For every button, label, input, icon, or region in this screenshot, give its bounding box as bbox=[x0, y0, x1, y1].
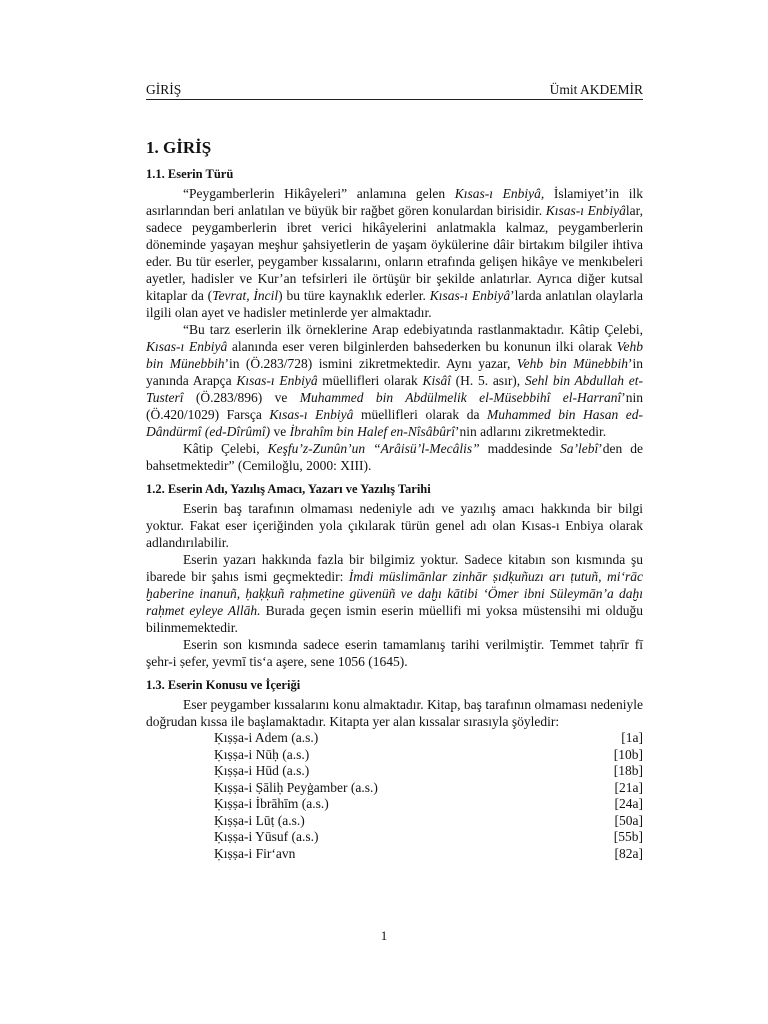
section-heading: 1.2. Eserin Adı, Yazılış Amacı, Yazarı ve Yazılış Tarihi bbox=[146, 482, 431, 496]
body-paragraph bbox=[146, 551, 643, 636]
text-run: ve bbox=[270, 424, 290, 439]
story-title: Ḳıṣṣa-i Nūḥ (a.s.) bbox=[214, 746, 310, 762]
folio-reference: [1a] bbox=[621, 730, 643, 745]
text-run: ’larda anlatılan olaylarla ilgili olan ayet ve hadisler metinlerde yer almaktadır. bbox=[146, 288, 644, 320]
story-list bbox=[146, 730, 643, 862]
italic-text-run: Muhammed bin Hasan ed-Dândürmî (ed-Dîrûmî) bbox=[146, 407, 644, 439]
text-run: “Peygamberlerin Hikâyeleri” anlamına gelen bbox=[183, 186, 455, 201]
text-run: “Bu tarz eserlerin ilk örneklerine Arap edebiyatında rastlanmaktadır. Kâtip Çelebi, bbox=[183, 322, 643, 337]
list-item bbox=[214, 730, 643, 747]
text-run: ’in (Ö.283/728) ismini zikretmektedir. Aynı yazar, bbox=[224, 356, 517, 371]
list-item bbox=[214, 829, 643, 846]
page-number: 1 bbox=[380, 928, 388, 943]
text-run: Eser peygamber kıssalarını konu almaktadır. Kitap, baş tarafının olmaması nedeniyle doğrudan kıssa ile başlamaktadır. Kitapta yer alan kıssalar sırasıyla şöyledir: bbox=[146, 697, 643, 729]
body-paragraph bbox=[146, 500, 643, 551]
folio-reference: [50a] bbox=[614, 812, 643, 828]
list-item bbox=[214, 796, 643, 813]
list-item bbox=[214, 780, 643, 797]
story-title: Ḳıṣṣa-i Yūsuf (a.s.) bbox=[214, 829, 319, 844]
italic-text-run: Kısas-ı Enbiyâ bbox=[236, 373, 318, 388]
folio-reference: [10b] bbox=[613, 746, 643, 762]
list-item bbox=[214, 813, 643, 830]
body-paragraph bbox=[146, 636, 643, 670]
body-paragraph bbox=[146, 321, 643, 440]
italic-text-run: Kısas-ı Enbiyâ bbox=[429, 288, 511, 303]
text-run: ) bu türe kaynaklık ederler. bbox=[278, 288, 430, 303]
chapter-title: 1. GİRİŞ bbox=[146, 138, 212, 157]
text-run: (Ö.283/896) ve bbox=[183, 390, 300, 405]
text-run: Burada geçen ismin eserin müellifi mi yoksa müstensihi mi olduğu bilinmemektedir. bbox=[146, 603, 643, 635]
italic-text-run: İbrahîm bin Halef en-Nîsâbûrî bbox=[289, 424, 455, 439]
text-run: (H. 5. asır), bbox=[450, 373, 525, 388]
text-run: Kâtip Çelebi, bbox=[183, 441, 268, 456]
section-heading: 1.1. Eserin Türü bbox=[146, 167, 234, 181]
italic-text-run: Sa’lebî bbox=[560, 441, 599, 456]
text-run: alanında eser veren bilginlerden bahsederken bu konunun ilki olarak bbox=[227, 339, 617, 354]
text-run: lar, sadece peygamberlerin ibret verici hikâyelerini anlatmakla kalmaz, peygamberlerin döneminde yaşayan meşhur şahsiyetlerin de yaşam öykülerine dâir birtakım bilgiler ihtiva eder. Bu tür eserler, peygamber kıssalarını, onların etrafında gelişen hikâye ve menkıbeleri ayetler, hadisler ve Kur’an tefsirleri ile örtüşür bir şekilde anlatırlar. Ayrıca diğer kutsal kitaplar da ( bbox=[146, 203, 643, 303]
body-paragraph bbox=[146, 696, 643, 730]
header-author-name: Ümit AKDEMİR bbox=[549, 82, 643, 97]
sections-container bbox=[146, 165, 643, 730]
text-run: ’den de bahsetmektedir” (Cemiloğlu, 2000: XIII). bbox=[146, 441, 644, 473]
italic-text-run: Kısas-ı Enbiyâ bbox=[454, 186, 541, 201]
body-paragraph bbox=[146, 440, 643, 474]
italic-text-run: İmdi müslimānlar zinhār ṣıdḳuñuzı arı ṭutuñ, mi‘rāc ḫaberine inanuñ, ḥaḳḳuñ raḥmetine güvenüñ ve daḫı kātibi ‘Ömer ibni Süleymān’a daḫı raḥmet eyleye Allāh. bbox=[146, 569, 643, 618]
text-run: Eserin son kısmında sadece eserin tamamlanış tarihi verilmiştir. Temmet taḥrīr fī şehr-i ṣefer, yevmī tis‘a aşere, sene 1056 (1645). bbox=[146, 637, 643, 669]
text-run: ’nin adlarını zikretmektedir. bbox=[455, 424, 607, 439]
folio-reference: [82a] bbox=[614, 845, 643, 861]
list-item bbox=[214, 747, 643, 764]
story-title: Ḳıṣṣa-i İbrāhīm (a.s.) bbox=[214, 796, 329, 811]
text-run: maddesinde bbox=[479, 441, 561, 456]
italic-text-run: Muhammed bin Abdülmelik el-Müsebbihî el-Harranî bbox=[299, 390, 622, 405]
folio-reference: [55b] bbox=[613, 829, 643, 844]
story-title: Ḳıṣṣa-i Adem (a.s.) bbox=[214, 730, 319, 745]
text-run: Eserin yazarı hakkında fazla bir bilgimiz yoktur. Sadece kitabın son kısmında şu ibarede bir şahıs ismi geçmektedir: bbox=[146, 552, 643, 584]
text-run: ’in yanında Arapça bbox=[146, 356, 643, 388]
document-page bbox=[146, 82, 643, 862]
folio-reference: [21a] bbox=[614, 779, 643, 795]
section-heading: 1.3. Eserin Konusu ve İçeriği bbox=[146, 678, 301, 692]
text-run: ’nin (Ö.420/1029) Farsça bbox=[146, 390, 644, 422]
story-title: Ḳıṣṣa-i Lūṭ (a.s.) bbox=[214, 812, 305, 828]
list-item bbox=[214, 846, 643, 863]
story-title: Ḳıṣṣa-i Hūd (a.s.) bbox=[214, 763, 310, 778]
italic-text-run: Kisâî bbox=[422, 373, 451, 388]
running-header bbox=[146, 82, 643, 100]
text-run: müellifleri olarak bbox=[317, 373, 423, 388]
text-run: müellifleri olarak da bbox=[353, 407, 487, 422]
italic-text-run: Keşfu’z-Zunûn’un “Arâisü’l-Mecâlis” bbox=[267, 441, 480, 456]
italic-text-run: Kısas-ı Enbiyâ bbox=[269, 407, 354, 422]
list-item bbox=[214, 763, 643, 780]
folio-reference: [24a] bbox=[614, 796, 643, 811]
italic-text-run: Sehl bin Abdullah et-Tusterî bbox=[146, 373, 643, 405]
italic-text-run: Kısas-ı Enbiyâ bbox=[146, 339, 228, 354]
italic-text-run: Vehb bin Münebbih bbox=[516, 356, 628, 371]
story-title: Ḳıṣṣa-i Fir‘avn bbox=[214, 845, 296, 861]
folio-reference: [18b] bbox=[613, 763, 643, 778]
story-title: Ḳıṣṣa-i Ṣāliḥ Peyġamber (a.s.) bbox=[214, 779, 378, 795]
header-section-label: GİRİŞ bbox=[146, 82, 182, 97]
text-run: Eserin baş tarafının olmaması nedeniyle adı ve yazılış amacı hakkında bir bilgi yoktur. Fakat eser içeriğinden yola çıkılarak türün genel adı olan Kısas-ı Enbiya olarak adlandırılabilir. bbox=[146, 501, 643, 550]
body-paragraph bbox=[146, 185, 643, 321]
italic-text-run: Tevrat, İncil bbox=[212, 288, 279, 303]
italic-text-run: Kısas-ı Enbiyâ bbox=[545, 203, 626, 218]
italic-text-run: Vehb bin Münebbih bbox=[146, 339, 644, 371]
text-run: , İslamiyet’in ilk asırlarından beri anlatılan ve büyük bir rağbet gören konulardan birisidir. bbox=[146, 186, 644, 218]
